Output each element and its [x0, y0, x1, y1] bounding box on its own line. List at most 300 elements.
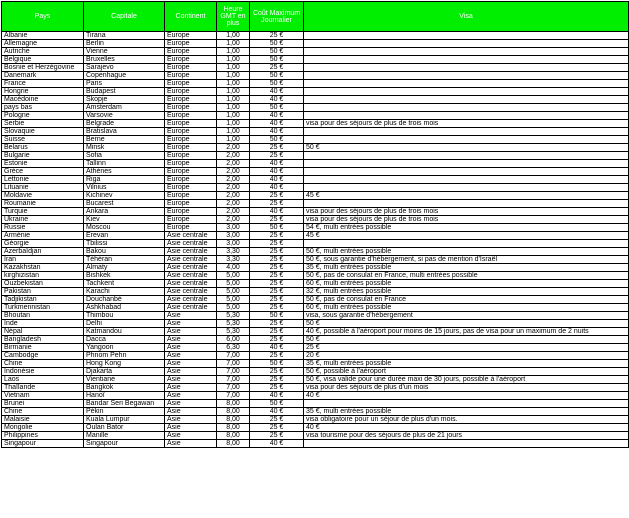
table-row	[2, 272, 629, 280]
cell-daily-cost: 25 €	[250, 272, 304, 280]
cell-visa: 32 €, multi entrées possible	[304, 288, 629, 296]
table-row	[2, 280, 629, 288]
cell-daily-cost: 50 €	[250, 80, 304, 88]
cell-daily-cost: 25 €	[250, 64, 304, 72]
cell-visa	[304, 136, 629, 144]
cell-capital: Ankara	[84, 208, 165, 216]
cell-gmt-offset: 5,00	[217, 280, 250, 288]
cell-country: Laos	[2, 376, 84, 384]
cell-visa: 40 €	[304, 392, 629, 400]
cell-country: Tadjikistan	[2, 296, 84, 304]
cell-continent: Asie centrale	[165, 232, 217, 240]
cell-gmt-offset: 1,00	[217, 72, 250, 80]
cell-country: Singapour	[2, 440, 84, 448]
cell-visa: visa pour des séjours de plus de trois mois	[304, 208, 629, 216]
cell-continent: Europe	[165, 136, 217, 144]
cell-daily-cost: 25 €	[250, 416, 304, 424]
cell-gmt-offset: 1,00	[217, 80, 250, 88]
cell-visa: 25 €	[304, 344, 629, 352]
cell-gmt-offset: 3,00	[217, 232, 250, 240]
table-row	[2, 224, 629, 232]
table-row	[2, 336, 629, 344]
cell-continent: Asie	[165, 424, 217, 432]
cell-capital: Bandar Seri Begawan	[84, 400, 165, 408]
cell-country: Birmanie	[2, 344, 84, 352]
table-row	[2, 104, 629, 112]
cell-country: Arménie	[2, 232, 84, 240]
cell-capital: Oulan Bator	[84, 424, 165, 432]
cell-country: Hongrie	[2, 88, 84, 96]
cell-capital: Bishkek	[84, 272, 165, 280]
cell-daily-cost: 50 €	[250, 72, 304, 80]
cell-gmt-offset: 1,00	[217, 120, 250, 128]
cell-country: Belgique	[2, 56, 84, 64]
cell-capital: Budapest	[84, 88, 165, 96]
cell-visa: 50 €	[304, 336, 629, 344]
cell-visa	[304, 400, 629, 408]
cell-daily-cost: 40 €	[250, 88, 304, 96]
cell-visa: 20 €	[304, 352, 629, 360]
cell-daily-cost: 50 €	[250, 40, 304, 48]
cell-visa: visa pour des séjours de plus de trois mois	[304, 216, 629, 224]
table-row	[2, 96, 629, 104]
cell-daily-cost: 40 €	[250, 176, 304, 184]
cell-country: Autriche	[2, 48, 84, 56]
cell-continent: Asie	[165, 392, 217, 400]
cell-country: Kazakhstan	[2, 264, 84, 272]
table-row	[2, 248, 629, 256]
cell-visa: 50 €, visa valide pour une durée maxi de 30 jours, possible à l'aéroport	[304, 376, 629, 384]
cell-country: Estonie	[2, 160, 84, 168]
cell-daily-cost: 50 €	[250, 104, 304, 112]
cell-daily-cost: 40 €	[250, 408, 304, 416]
cell-capital: Minsk	[84, 144, 165, 152]
cell-continent: Asie	[165, 432, 217, 440]
cell-continent: Europe	[165, 128, 217, 136]
cell-visa: 50 €, pas de consulat en France	[304, 296, 629, 304]
header-daily-cost: Coût Maximum Journalier	[250, 2, 304, 32]
cell-capital: Yangoon	[84, 344, 165, 352]
cell-continent: Asie	[165, 408, 217, 416]
cell-daily-cost: 40 €	[250, 120, 304, 128]
header-visa: Visa	[304, 2, 629, 32]
table-row	[2, 256, 629, 264]
cell-country: Allemagne	[2, 40, 84, 48]
cell-continent: Asie centrale	[165, 264, 217, 272]
table-row	[2, 176, 629, 184]
cell-visa: 50 €, multi entrées possible	[304, 248, 629, 256]
cell-daily-cost: 50 €	[250, 360, 304, 368]
cell-gmt-offset: 1,00	[217, 96, 250, 104]
cell-country: Belarus	[2, 144, 84, 152]
cell-visa	[304, 88, 629, 96]
cell-gmt-offset: 6,00	[217, 336, 250, 344]
cell-daily-cost: 25 €	[250, 424, 304, 432]
cell-gmt-offset: 2,00	[217, 168, 250, 176]
cell-country: Philippines	[2, 432, 84, 440]
cell-visa: 50 €, possible à l'aéroport	[304, 368, 629, 376]
table-row	[2, 312, 629, 320]
cell-continent: Asie	[165, 328, 217, 336]
cell-country: Russie	[2, 224, 84, 232]
cell-continent: Europe	[165, 152, 217, 160]
cell-visa: 35 €, multi entrées possible	[304, 408, 629, 416]
cell-capital: Tirana	[84, 32, 165, 40]
cell-continent: Europe	[165, 144, 217, 152]
cell-gmt-offset: 2,00	[217, 216, 250, 224]
cell-capital: Manille	[84, 432, 165, 440]
cell-visa	[304, 184, 629, 192]
cell-continent: Europe	[165, 192, 217, 200]
cell-gmt-offset: 5,30	[217, 312, 250, 320]
cell-capital: Bratislava	[84, 128, 165, 136]
cell-daily-cost: 40 €	[250, 392, 304, 400]
table-row	[2, 120, 629, 128]
cell-gmt-offset: 1,00	[217, 104, 250, 112]
cell-daily-cost: 25 €	[250, 368, 304, 376]
cell-continent: Europe	[165, 208, 217, 216]
cell-country: Mongolie	[2, 424, 84, 432]
cell-daily-cost: 25 €	[250, 352, 304, 360]
cell-daily-cost: 25 €	[250, 280, 304, 288]
cell-country: Serbie	[2, 120, 84, 128]
cell-capital: Bangkok	[84, 384, 165, 392]
cell-continent: Europe	[165, 176, 217, 184]
cell-capital: Kuala Lumpur	[84, 416, 165, 424]
cell-capital: Thimbou	[84, 312, 165, 320]
table-row	[2, 344, 629, 352]
cell-visa	[304, 48, 629, 56]
table-row	[2, 64, 629, 72]
cell-visa: 54 €, multi entrées possible	[304, 224, 629, 232]
cell-visa	[304, 56, 629, 64]
cell-capital: Douchanbé	[84, 296, 165, 304]
table-row	[2, 296, 629, 304]
cell-daily-cost: 40 €	[250, 208, 304, 216]
cell-country: Iran	[2, 256, 84, 264]
table-row	[2, 384, 629, 392]
cell-visa	[304, 32, 629, 40]
cell-country: Thaïlande	[2, 384, 84, 392]
cell-capital: Tachkent	[84, 280, 165, 288]
cell-capital: Almaty	[84, 264, 165, 272]
cell-country: Inde	[2, 320, 84, 328]
cell-country: Bulgarie	[2, 152, 84, 160]
cell-daily-cost: 25 €	[250, 336, 304, 344]
cell-visa: visa obligatoire pour un séjour de plus d'un mois.	[304, 416, 629, 424]
cell-capital: Copenhague	[84, 72, 165, 80]
table-row	[2, 184, 629, 192]
cell-daily-cost: 40 €	[250, 184, 304, 192]
cell-visa	[304, 128, 629, 136]
cell-continent: Asie	[165, 368, 217, 376]
table-row	[2, 240, 629, 248]
cell-daily-cost: 50 €	[250, 400, 304, 408]
cell-daily-cost: 40 €	[250, 96, 304, 104]
cell-daily-cost: 25 €	[250, 384, 304, 392]
cell-daily-cost: 25 €	[250, 256, 304, 264]
table-row	[2, 360, 629, 368]
cell-daily-cost: 40 €	[250, 160, 304, 168]
cell-capital: Belgrade	[84, 120, 165, 128]
cell-capital: Pékin	[84, 408, 165, 416]
cell-capital: Berlin	[84, 40, 165, 48]
table-row	[2, 328, 629, 336]
cell-capital: Karachi	[84, 288, 165, 296]
cell-gmt-offset: 5,00	[217, 304, 250, 312]
cell-capital: Djakarta	[84, 368, 165, 376]
cell-continent: Asie	[165, 440, 217, 448]
cell-daily-cost: 40 €	[250, 344, 304, 352]
table-row	[2, 144, 629, 152]
cell-country: Albanie	[2, 32, 84, 40]
cell-gmt-offset: 4,00	[217, 264, 250, 272]
cell-country: Bangladesh	[2, 336, 84, 344]
cell-gmt-offset: 5,30	[217, 328, 250, 336]
cell-gmt-offset: 1,00	[217, 128, 250, 136]
cell-country: Bhoutan	[2, 312, 84, 320]
cell-visa: 60 €, multi entrées possible	[304, 304, 629, 312]
cell-capital: Erevan	[84, 232, 165, 240]
header-continent: Continent	[165, 2, 217, 32]
cell-continent: Asie centrale	[165, 256, 217, 264]
cell-gmt-offset: 5,30	[217, 320, 250, 328]
cell-gmt-offset: 7,00	[217, 352, 250, 360]
cell-daily-cost: 25 €	[250, 328, 304, 336]
cell-gmt-offset: 3,00	[217, 240, 250, 248]
cell-continent: Asie	[165, 384, 217, 392]
cell-visa	[304, 200, 629, 208]
cell-capital: Riga	[84, 176, 165, 184]
table-row	[2, 264, 629, 272]
cell-daily-cost: 25 €	[250, 304, 304, 312]
cell-country: Géorgie	[2, 240, 84, 248]
cell-capital: Paris	[84, 80, 165, 88]
cell-daily-cost: 25 €	[250, 248, 304, 256]
cell-country: Danemark	[2, 72, 84, 80]
cell-continent: Europe	[165, 224, 217, 232]
header-capital: Capitale	[84, 2, 165, 32]
cell-continent: Asie centrale	[165, 248, 217, 256]
table-header	[2, 2, 629, 32]
cell-capital: Vientiane	[84, 376, 165, 384]
table-row	[2, 40, 629, 48]
cell-continent: Asie centrale	[165, 296, 217, 304]
cell-capital: Hong Kong	[84, 360, 165, 368]
cell-gmt-offset: 1,00	[217, 88, 250, 96]
cell-continent: Asie centrale	[165, 280, 217, 288]
cell-continent: Asie centrale	[165, 272, 217, 280]
cell-country: Pologne	[2, 112, 84, 120]
cell-capital: Vienne	[84, 48, 165, 56]
cell-gmt-offset: 1,00	[217, 136, 250, 144]
cell-gmt-offset: 3,00	[217, 224, 250, 232]
cell-gmt-offset: 1,00	[217, 64, 250, 72]
cell-visa: 50 €	[304, 144, 629, 152]
table-body	[2, 32, 629, 448]
cell-country: kirghizistan	[2, 272, 84, 280]
cell-visa: visa pour des séjours de plus de trois mois	[304, 120, 629, 128]
cell-capital: Tallinn	[84, 160, 165, 168]
table-row	[2, 424, 629, 432]
cell-gmt-offset: 5,00	[217, 272, 250, 280]
cell-capital: Ashkhabad	[84, 304, 165, 312]
cell-capital: Athènes	[84, 168, 165, 176]
cell-continent: Asie	[165, 376, 217, 384]
cell-capital: Phnom Pehn	[84, 352, 165, 360]
cell-visa: 50 €, sous garantie d'hébergement, si pas de mention d'Israël	[304, 256, 629, 264]
cell-daily-cost: 25 €	[250, 288, 304, 296]
table-row	[2, 128, 629, 136]
cell-continent: Europe	[165, 56, 217, 64]
cell-country: Macédoine	[2, 96, 84, 104]
cell-country: Vietnam	[2, 392, 84, 400]
cell-gmt-offset: 1,00	[217, 112, 250, 120]
cell-gmt-offset: 1,00	[217, 40, 250, 48]
cell-daily-cost: 25 €	[250, 296, 304, 304]
cell-capital: Sofia	[84, 152, 165, 160]
cell-capital: Kiev	[84, 216, 165, 224]
cell-gmt-offset: 2,00	[217, 160, 250, 168]
cell-gmt-offset: 2,00	[217, 200, 250, 208]
cell-visa: 45 €	[304, 192, 629, 200]
cell-country: Pakistan	[2, 288, 84, 296]
cell-daily-cost: 50 €	[250, 224, 304, 232]
table-row	[2, 352, 629, 360]
cell-continent: Europe	[165, 104, 217, 112]
cell-visa	[304, 80, 629, 88]
cell-visa	[304, 160, 629, 168]
cell-continent: Asie centrale	[165, 304, 217, 312]
cell-continent: Asie	[165, 344, 217, 352]
cell-gmt-offset: 8,00	[217, 400, 250, 408]
cell-country: Grèce	[2, 168, 84, 176]
cell-daily-cost: 25 €	[250, 240, 304, 248]
cell-gmt-offset: 1,00	[217, 32, 250, 40]
cell-gmt-offset: 2,00	[217, 208, 250, 216]
table-row	[2, 216, 629, 224]
table-row	[2, 48, 629, 56]
cell-visa: 40 €, possible à l'aéroport pour moins de 15 jours, pas de visa pour un maximum de 2 nuits	[304, 328, 629, 336]
cell-capital: Kichinev	[84, 192, 165, 200]
cell-continent: Europe	[165, 72, 217, 80]
cell-gmt-offset: 5,00	[217, 288, 250, 296]
cell-visa	[304, 104, 629, 112]
cell-capital: Bakou	[84, 248, 165, 256]
cell-continent: Asie	[165, 336, 217, 344]
cell-capital: Hanoï	[84, 392, 165, 400]
table-row	[2, 320, 629, 328]
cell-daily-cost: 25 €	[250, 144, 304, 152]
table-row	[2, 168, 629, 176]
cell-gmt-offset: 3,30	[217, 248, 250, 256]
cell-capital: Singapour	[84, 440, 165, 448]
cell-continent: Europe	[165, 184, 217, 192]
cell-capital: Moscou	[84, 224, 165, 232]
cell-capital: Varsovie	[84, 112, 165, 120]
cell-country: Chine	[2, 360, 84, 368]
cell-country: Roumanie	[2, 200, 84, 208]
table-row	[2, 72, 629, 80]
cell-visa: 35 €, multi entrées possible	[304, 360, 629, 368]
cell-country: Chine	[2, 408, 84, 416]
table-row	[2, 112, 629, 120]
cell-continent: Europe	[165, 40, 217, 48]
cell-visa	[304, 168, 629, 176]
cell-continent: Europe	[165, 88, 217, 96]
cell-capital: Dacca	[84, 336, 165, 344]
cell-visa: visa tourisme pour des séjours de plus de 21 jours	[304, 432, 629, 440]
cell-daily-cost: 25 €	[250, 432, 304, 440]
cell-daily-cost: 25 €	[250, 264, 304, 272]
cell-daily-cost: 40 €	[250, 128, 304, 136]
cell-daily-cost: 25 €	[250, 192, 304, 200]
cell-country: pays bas	[2, 104, 84, 112]
table-row	[2, 88, 629, 96]
cell-visa: 50 €	[304, 320, 629, 328]
cell-continent: Europe	[165, 96, 217, 104]
cell-daily-cost: 40 €	[250, 168, 304, 176]
cell-continent: Asie centrale	[165, 240, 217, 248]
table-row	[2, 440, 629, 448]
cell-visa: visa, sous garantie d'hébergement	[304, 312, 629, 320]
cell-continent: Europe	[165, 216, 217, 224]
cell-continent: Europe	[165, 200, 217, 208]
cell-continent: Asie	[165, 320, 217, 328]
table-row	[2, 368, 629, 376]
cell-capital: Katmandou	[84, 328, 165, 336]
cell-continent: Asie	[165, 400, 217, 408]
cell-country: Ouzbekistan	[2, 280, 84, 288]
table-row	[2, 400, 629, 408]
cell-daily-cost: 50 €	[250, 136, 304, 144]
cell-country: Azerbaïdjan	[2, 248, 84, 256]
cell-capital: Téhéran	[84, 256, 165, 264]
cell-daily-cost: 50 €	[250, 48, 304, 56]
table-row	[2, 376, 629, 384]
table-row	[2, 200, 629, 208]
cell-visa: 40 €	[304, 424, 629, 432]
cell-country: Slovaquie	[2, 128, 84, 136]
cell-gmt-offset: 8,00	[217, 424, 250, 432]
cell-visa	[304, 72, 629, 80]
table-row	[2, 56, 629, 64]
cell-visa: visa pour des séjours de plus d'un mois	[304, 384, 629, 392]
cell-gmt-offset: 2,00	[217, 152, 250, 160]
table-row	[2, 80, 629, 88]
cell-continent: Europe	[165, 168, 217, 176]
table-row	[2, 32, 629, 40]
cell-daily-cost: 25 €	[250, 32, 304, 40]
cell-country: Malaisie	[2, 416, 84, 424]
cell-country: Cambodge	[2, 352, 84, 360]
cell-country: Lituanie	[2, 184, 84, 192]
table-row	[2, 192, 629, 200]
cell-gmt-offset: 7,00	[217, 376, 250, 384]
cell-capital: Sarajevo	[84, 64, 165, 72]
table-row	[2, 208, 629, 216]
cell-continent: Asie	[165, 312, 217, 320]
cell-gmt-offset: 8,00	[217, 408, 250, 416]
cell-daily-cost: 25 €	[250, 320, 304, 328]
cell-continent: Europe	[165, 160, 217, 168]
cell-continent: Europe	[165, 112, 217, 120]
cell-gmt-offset: 5,00	[217, 296, 250, 304]
cell-continent: Europe	[165, 64, 217, 72]
table-row	[2, 408, 629, 416]
table-row	[2, 304, 629, 312]
cell-capital: Skopje	[84, 96, 165, 104]
